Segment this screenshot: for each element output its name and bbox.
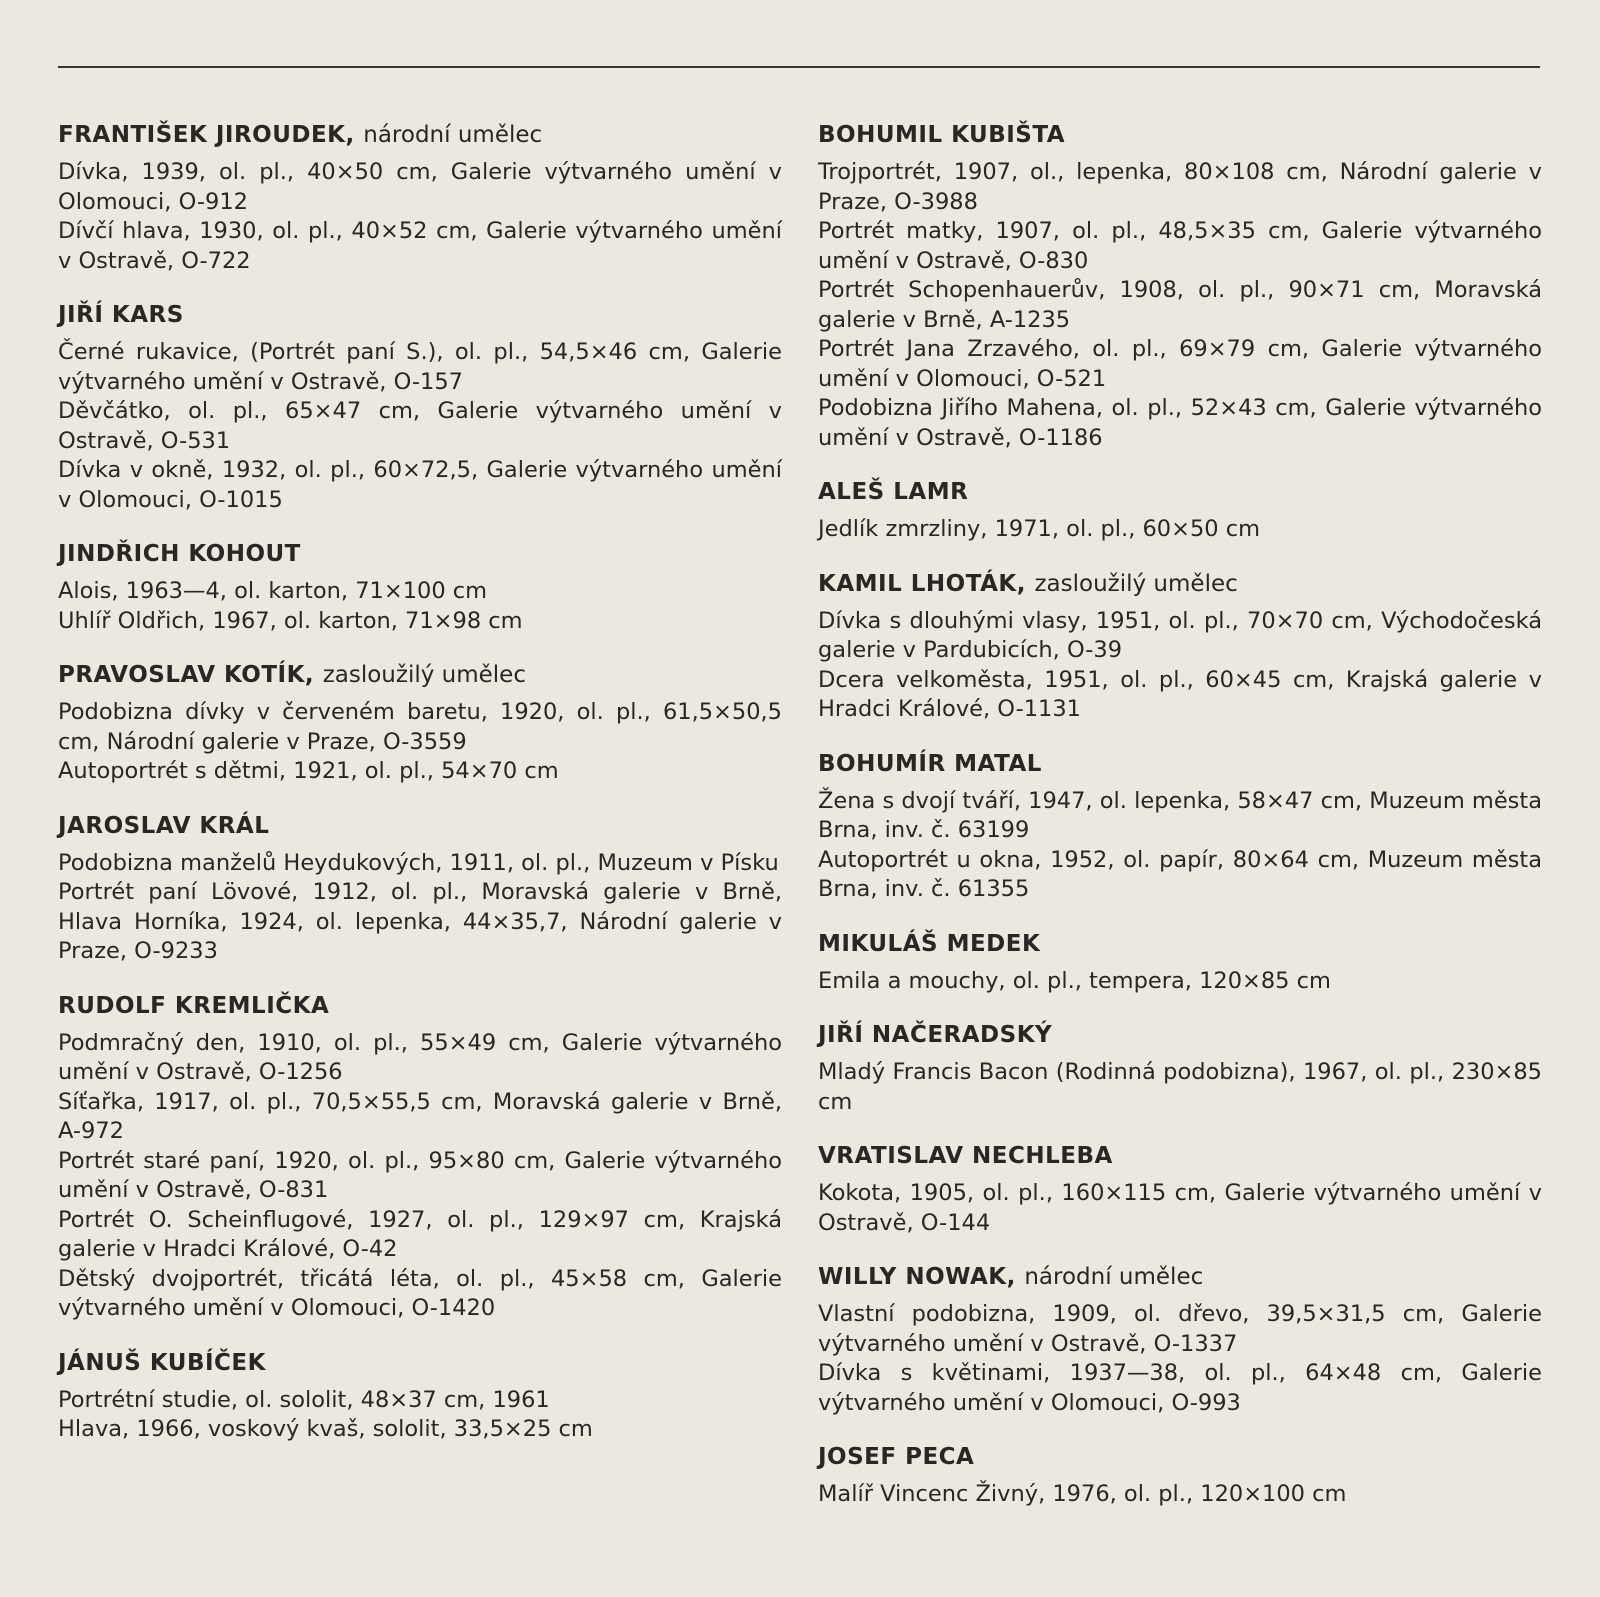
- artwork-item: Autoportrét s dětmi, 1921, ol. pl., 54×70 cm: [58, 758, 559, 784]
- artist-honorific: národní umělec: [1024, 1264, 1204, 1290]
- artist-heading: [818, 927, 1542, 961]
- artist-name: WILLY NOWAK,: [818, 1264, 1016, 1290]
- artwork-item: Dcera velkoměsta, 1951, ol. pl., 60×45 cm, Krajská galerie v Hradci Králové, O-1131: [818, 666, 1542, 722]
- artist-heading: [818, 1018, 1542, 1052]
- artwork-item: Podobizna dívky v červeném baretu, 1920, ol. pl., 61,5×50,5 cm, Národní galerie v Praze, O-3559: [58, 699, 782, 755]
- artist-entry: [818, 747, 1542, 905]
- artist-name: ALEŠ LAMR: [818, 479, 969, 505]
- artist-heading: [58, 298, 782, 332]
- artwork-item: Alois, 1963—4, ol. karton, 71×100 cm: [58, 578, 488, 604]
- artist-heading: [818, 118, 1542, 152]
- artwork-item: Podobizna manželů Heydukových, 1911, ol. pl., Muzeum v Písku: [58, 849, 779, 876]
- artist-entry: [818, 1440, 1542, 1510]
- artwork-item: Jedlík zmrzliny, 1971, ol. pl., 60×50 cm: [818, 516, 1261, 542]
- artist-entry: [58, 809, 782, 967]
- artist-entry: [58, 537, 782, 636]
- artwork-item: Hlava, 1966, voskový kvaš, sololit, 33,5×25 cm: [58, 1416, 593, 1442]
- artist-heading: [58, 809, 782, 843]
- artwork-item: Dívka s květinami, 1937—38, ol. pl., 64×48 cm, Galerie výtvarného umění v Olomouci, O-993: [818, 1360, 1542, 1416]
- artist-entry: [818, 1139, 1542, 1238]
- artist-heading: [818, 567, 1542, 601]
- artwork-item: Vlastní podobizna, 1909, ol. dřevo, 39,5×31,5 cm, Galerie výtvarného umění v Ostravě, O-1337: [818, 1301, 1542, 1357]
- artwork-item: Dívka, 1939, ol. pl., 40×50 cm, Galerie výtvarného umění v Olomouci, O-912: [58, 159, 782, 215]
- artist-honorific: zasloužilý umělec: [1034, 570, 1238, 597]
- artwork-item: Emila a mouchy, ol. pl., tempera, 120×85 cm: [818, 967, 1331, 994]
- artist-entry: [818, 118, 1542, 453]
- artwork-item: Síťařka, 1917, ol. pl., 70,5×55,5 cm, Moravská galerie v Brně, A-972: [58, 1088, 782, 1144]
- artist-entry: [58, 658, 782, 787]
- artist-entry: [818, 927, 1542, 997]
- artwork-item: Uhlíř Oldřich, 1967, ol. karton, 71×98 cm: [58, 607, 523, 634]
- artwork-item: Dívka v okně, 1932, ol. pl., 60×72,5, Galerie výtvarného umění v Olomouci, O-1015: [58, 457, 782, 513]
- artist-name: RUDOLF KREMLIČKA: [58, 992, 330, 1019]
- artist-honorific: zasloužilý umělec: [322, 662, 526, 688]
- artist-name: BOHUMÍR MATAL: [818, 750, 1042, 777]
- artist-name: JINDŘICH KOHOUT: [58, 541, 301, 567]
- artist-heading: [818, 1440, 1542, 1474]
- artwork-item: Žena s dvojí tváří, 1947, ol. lepenka, 58×47 cm, Muzeum města Brna, inv. č. 63199: [818, 787, 1542, 843]
- artist-name: BOHUMIL KUBIŠTA: [818, 122, 1066, 148]
- artwork-item: Dívka s dlouhými vlasy, 1951, ol. pl., 70×70 cm, Východočeská galerie v Pardubicích, O-39: [818, 607, 1542, 663]
- artist-heading: [818, 1260, 1542, 1294]
- artist-name: VRATISLAV NECHLEBA: [818, 1143, 1113, 1169]
- artist-name: PRAVOSLAV KOTÍK,: [58, 662, 315, 688]
- artist-name: JOSEF PECA: [818, 1444, 975, 1470]
- artwork-item: Mladý Francis Bacon (Rodinná podobizna), 1967, ol. pl., 230×85 cm: [818, 1059, 1542, 1115]
- artwork-item: Kokota, 1905, ol. pl., 160×115 cm, Galerie výtvarného umění v Ostravě, O-144: [818, 1180, 1542, 1236]
- artwork-item: Dětský dvojportrét, třicátá léta, ol. pl., 45×58 cm, Galerie výtvarného umění v Olomouci, O-1420: [58, 1265, 782, 1321]
- artwork-item: Portrétní studie, ol. sololit, 48×37 cm, 1961: [58, 1386, 550, 1413]
- artist-heading: [58, 1346, 782, 1380]
- artist-name: FRANTIŠEK JIROUDEK,: [58, 122, 355, 148]
- artwork-item: Trojportrét, 1907, ol., lepenka, 80×108 cm, Národní galerie v Praze, O-3988: [818, 159, 1542, 215]
- artwork-item: Podmračný den, 1910, ol. pl., 55×49 cm, Galerie výtvarného umění v Ostravě, O-1256: [58, 1029, 782, 1085]
- artwork-item: Portrét paní Lövové, 1912, ol. pl., Moravská galerie v Brně, Hlava Horníka, 1924, ol. lepenka, 44×35,7, Národní galerie v Praze, O-9233: [58, 879, 782, 964]
- artist-entry: [818, 475, 1542, 545]
- artist-entry: [818, 567, 1542, 725]
- artist-entry: [58, 1346, 782, 1445]
- artist-heading: [818, 747, 1542, 781]
- artwork-item: Portrét Schopenhauerův, 1908, ol. pl., 90×71 cm, Moravská galerie v Brně, A-1235: [818, 277, 1542, 333]
- artist-heading: [818, 1139, 1542, 1173]
- artwork-item: Portrét staré paní, 1920, ol. pl., 95×80 cm, Galerie výtvarného umění v Ostravě, O-831: [58, 1147, 782, 1203]
- artist-heading: [818, 475, 1542, 509]
- artwork-item: Autoportrét u okna, 1952, ol. papír, 80×64 cm, Muzeum města Brna, inv. č. 61355: [818, 846, 1542, 902]
- artist-entry: [58, 989, 782, 1324]
- header-rule: [58, 66, 1540, 68]
- artist-heading: [58, 537, 782, 571]
- artist-entry: [818, 1260, 1542, 1418]
- artist-heading: [58, 118, 782, 152]
- artist-name: JIŘÍ KARS: [58, 302, 184, 328]
- artwork-item: Děvčátko, ol. pl., 65×47 cm, Galerie výtvarného umění v Ostravě, O-531: [58, 398, 782, 454]
- artist-honorific: národní umělec: [363, 122, 543, 148]
- artwork-item: Dívčí hlava, 1930, ol. pl., 40×52 cm, Galerie výtvarného umění v Ostravě, O-722: [58, 218, 782, 274]
- artist-name: KAMIL LHOTÁK,: [818, 570, 1026, 597]
- column-left: [58, 118, 782, 1467]
- artist-heading: [58, 989, 782, 1023]
- column-right: [818, 118, 1542, 1532]
- artwork-item: Portrét O. Scheinflugové, 1927, ol. pl., 129×97 cm, Krajská galerie v Hradci Králové, O-42: [58, 1206, 782, 1262]
- artwork-item: Malíř Vincenc Živný, 1976, ol. pl., 120×100 cm: [818, 1481, 1347, 1507]
- artist-name: JÁNUŠ KUBÍČEK: [58, 1349, 266, 1376]
- artwork-item: Černé rukavice, (Portrét paní S.), ol. pl., 54,5×46 cm, Galerie výtvarného umění v Ostravě, O-157: [58, 339, 782, 395]
- artwork-item: Portrét Jana Zrzavého, ol. pl., 69×79 cm, Galerie výtvarného umění v Olomouci, O-521: [818, 336, 1542, 392]
- artist-entry: [58, 118, 782, 276]
- artwork-item: Portrét matky, 1907, ol. pl., 48,5×35 cm, Galerie výtvarného umění v Ostravě, O-830: [818, 218, 1542, 274]
- artist-name: JAROSLAV KRÁL: [58, 812, 270, 839]
- artist-entry: [58, 298, 782, 515]
- artist-heading: [58, 658, 782, 692]
- artist-name: MIKULÁŠ MEDEK: [818, 930, 1041, 957]
- artist-entry: [818, 1018, 1542, 1117]
- artist-name: JIŘÍ NAČERADSKÝ: [818, 1022, 1053, 1048]
- artwork-item: Podobizna Jiřího Mahena, ol. pl., 52×43 cm, Galerie výtvarného umění v Ostravě, O-1186: [818, 395, 1542, 451]
